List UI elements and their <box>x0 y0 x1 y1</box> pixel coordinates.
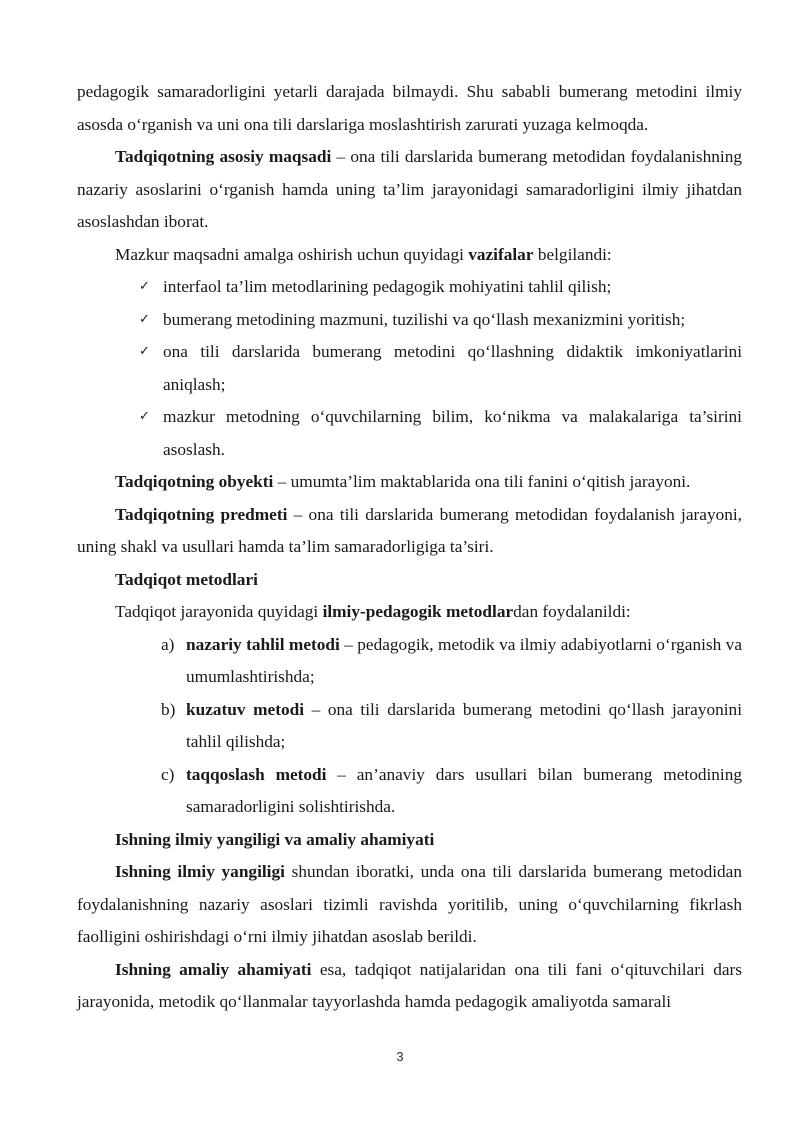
object-label: Tadqiqotning obyekti <box>115 472 274 491</box>
paragraph-subject <box>77 499 742 564</box>
tasks-intro-bold: vazifalar <box>468 244 534 264</box>
check-icon: ✓ <box>139 409 150 424</box>
novelty-text: shundan iboratki, unda ona tili darslarida bumerang metodidan foydalanishning nazariy asoslari tizimli ravishda yoritilib, uning o‘quvchilarning fikrlash faolligini oshirishdagi o‘rni ilmiy jihatdan asoslab berildi. <box>77 862 742 946</box>
subject-label: Tadqiqotning predmeti <box>115 504 288 524</box>
page-number: 3 <box>396 1049 404 1064</box>
check-icon: ✓ <box>139 279 150 294</box>
paragraph-intro: pedagogik samaradorligini yetarli darajada bilmaydi. Shu sababli bumerang metodini ilmiy asosda o‘rganish va uni ona tili darslariga moslashtirish zarurati yuzaga kelmoqda. <box>77 82 742 134</box>
task-text: ona tili darslarida bumerang metodini qo‘llashning didaktik imkoniyatlarini aniqlash; <box>163 342 742 394</box>
methods-intro-bold: ilmiy-pedagogik metodlar <box>322 602 514 621</box>
list-item <box>77 401 742 466</box>
list-item <box>77 629 742 694</box>
goal-text: – ona tili darslarida bumerang metodidan foydalanishning nazariy asoslarini o‘rganish hamda uning ta’lim jarayonidagi samaradorligini ilmiy jihatdan asoslashdan iborat. <box>77 147 742 231</box>
list-item <box>77 304 742 337</box>
object-text: – umumta’lim maktablarida ona tili fanini o‘qitish jarayoni. <box>273 472 691 491</box>
novelty-heading: Ishning ilmiy yangiligi va amaliy ahamiyati <box>115 829 435 849</box>
check-icon: ✓ <box>139 344 150 359</box>
subject-text: – ona tili darslarida bumerang metodidan foydalanish jarayoni, uning shakl va usullari hamda ta’lim samaradorligiga ta’siri. <box>77 504 742 556</box>
paragraph-novelty <box>77 856 742 954</box>
method-name: taqqoslash metodi <box>186 764 327 784</box>
methods-intro-after: dan foydalanildi: <box>513 602 631 621</box>
paragraph-practical <box>77 954 742 1019</box>
list-item <box>77 759 742 824</box>
paragraph-methods-intro <box>77 596 742 629</box>
practical-text: esa, tadqiqot natijalaridan ona tili fani o‘qituvchilari dars jarayonida, metodik qo‘llanmalar tayyorlashda hamda pedagogik amaliyotda samarali <box>77 959 742 1011</box>
paragraph-tasks-intro <box>77 239 742 272</box>
paragraph-goal <box>77 141 742 239</box>
task-text: interfaol ta’lim metodlarining pedagogik mohiyatini tahlil qilish; <box>163 277 612 296</box>
list-letter: c) <box>161 764 175 784</box>
list-letter: a) <box>161 634 175 654</box>
list-item <box>77 694 742 759</box>
list-item <box>77 271 742 304</box>
methods-list <box>77 629 742 824</box>
method-text: – pedagogik, metodik va ilmiy adabiyotlarni o‘rganish va umumlashtirishda; <box>186 634 742 686</box>
check-icon: ✓ <box>139 311 150 327</box>
method-name: nazariy tahlil metodi <box>186 634 340 654</box>
tasks-intro-text: Mazkur maqsadni amalga oshirish uchun quyidagi <box>115 244 469 264</box>
methods-intro-text: Tadqiqot jarayonida quyidagi <box>115 602 323 621</box>
list-letter: b) <box>161 699 176 719</box>
practical-label: Ishning amaliy ahamiyati <box>115 959 312 979</box>
methods-heading: Tadqiqot metodlari <box>115 569 258 589</box>
goal-label: Tadqiqotning asosiy maqsadi <box>115 147 332 166</box>
tasks-intro-after: belgilandi: <box>533 244 612 264</box>
method-text: – an’anaviy dars usullari bilan bumerang metodining samaradorligini solishtirishda. <box>186 764 742 816</box>
list-item <box>77 336 742 401</box>
method-name: kuzatuv metodi <box>186 699 305 719</box>
method-text: – ona tili darslarida bumerang metodini qo‘llash jarayonini tahlil qilishda; <box>186 699 743 751</box>
tasks-list <box>77 271 742 466</box>
novelty-label: Ishning ilmiy yangiligi <box>115 862 285 881</box>
paragraph-object <box>77 466 742 499</box>
task-text: bumerang metodining mazmuni, tuzilishi va qo‘llash mexanizmini yoritish; <box>163 309 686 329</box>
document-page <box>77 76 742 1019</box>
task-text: mazkur metodning o‘quvchilarning bilim, ko‘nikma va malakalariga ta’sirini asoslash. <box>163 407 742 459</box>
